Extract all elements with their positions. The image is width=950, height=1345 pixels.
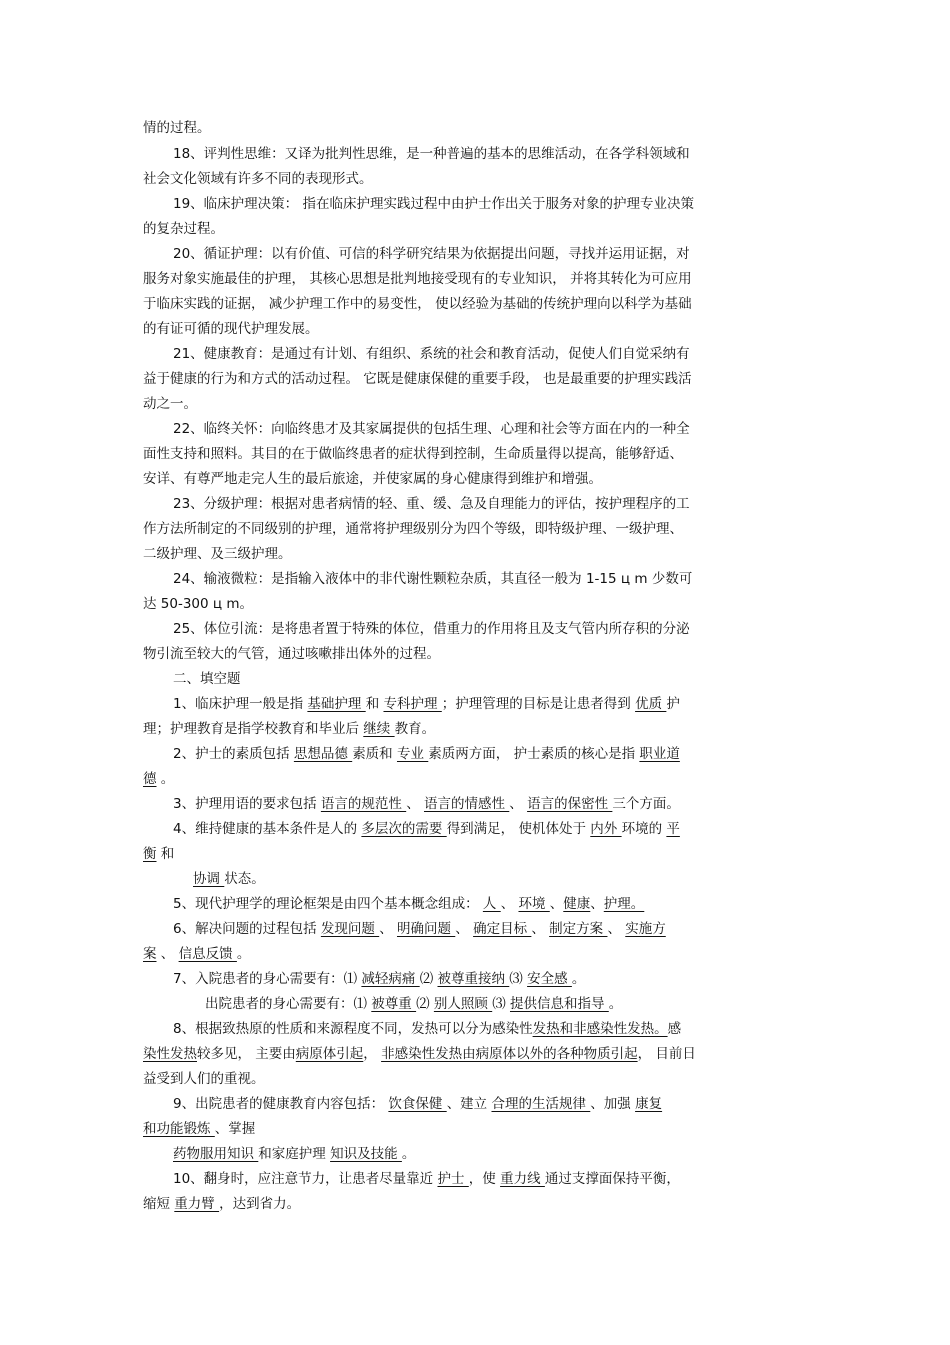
answer-blank: 语言的保密性 [527,796,613,812]
answer-blank: 重力线 [500,1171,545,1187]
answer-blank: 德 [143,771,157,787]
answer-blank: 协调 [193,871,225,887]
answer-blank: 职业道 [639,746,680,762]
question-8: 8、根据致热原的性质和来源程度不同，发热可以分为感染性发热和非感染性发热。感 [173,1021,682,1037]
answer-blank: 优质 [635,696,667,712]
question-4: 4、维持健康的基本条件是人的 多层次的需要 得到满足， 使机体处于 内外 环境的 平 [173,821,680,837]
answer-blank: 被尊重接纳 [437,971,510,987]
text-line: 的有证可循的现代护理发展。 [143,321,319,337]
text-line: 协调 状态。 [193,871,265,887]
section-heading-fill-in: 二、填空题 [173,671,241,687]
answer-blank: 实施方 [625,921,666,937]
answer-blank: 知识及技能 [330,1146,402,1162]
definition-20: 20、循证护理：以有价值、可信的科学研究结果为依据提出问题，寻找并运用证据，对 [173,246,690,262]
answer-blank: 环境 [518,896,550,912]
answer-blank: 信息反馈 [178,946,237,962]
answer-blank: 染性发热 [143,1046,197,1062]
answer-blank: 多层次的需要 [361,821,447,837]
question-10: 10、翻身时，应注意节力，让患者尽量靠近 护士 ，使 重力线 通过支撑面保持平衡， [173,1171,680,1187]
text-line: 达 50-300 ц m。 [143,596,254,612]
text-line: 的复杂过程。 [143,221,224,237]
text-line: 面性支持和照料。其目的在于做临终患者的症状得到控制，生命质量得以提高，能够舒适、 [143,446,683,462]
answer-blank: 被尊重 [371,996,417,1012]
answer-blank: 思想品德 [293,746,353,762]
text-line: 作方法所制定的不同级别的护理，通常将护理级别分为四个等级，即特级护理、一级护理、 [143,521,683,537]
answer-blank: 护理。 [603,896,645,912]
answer-blank: 护士 [437,1171,469,1187]
answer-blank: 和功能锻炼 [143,1121,215,1137]
answer-blank: 基础护理 [307,696,366,712]
answer-blank: 平 [666,821,680,837]
text-line: 情的过程。 [143,120,211,136]
definition-22: 22、临终关怀：向临终患才及其家属提供的包括生理、心理和社会等方面在内的一种全 [173,421,690,437]
text-line: 服务对象实施最佳的护理， 其核心思想是批判地接受现有的专业知识， 并将其转化为可应用 [143,271,692,287]
text-line: 物引流至较大的气管，通过咳嗽排出体外的过程。 [143,646,440,662]
answer-blank: 衡 [143,846,157,862]
text-line: 衡 和 [143,846,175,862]
answer-blank: 语言的情感性 [423,796,510,812]
answer-blank: 发现问题 [320,921,380,937]
answer-blank: 明确问题 [396,921,456,937]
text-line: 案 、 信息反馈 。 [143,946,251,962]
answer-blank: 别人照顾 [433,996,493,1012]
answer-blank: 人 [482,896,501,912]
answer-blank: 继续 [363,721,395,737]
text-line: 益于健康的行为和方式的活动过程。 它既是健康保健的重要手段， 也是最重要的护理实践活 [143,371,692,387]
definition-23: 23、分级护理：根据对患者病情的轻、重、缓、急及自理能力的评估，按护理程序的工 [173,496,690,512]
answer-blank: 合理的生活规律 [491,1096,591,1112]
text-line: 二级护理、及三级护理。 [143,546,292,562]
definition-25: 25、体位引流：是将患者置于特殊的体位，借重力的作用将且及支气管内所存积的分泌 [173,621,690,637]
text-line: 药物服用知识 和家庭护理 知识及技能 。 [173,1146,416,1162]
question-2: 2、护士的素质包括 思想品德 素质和 专业 素质两方面， 护士素质的核心是指 职业道 [173,746,680,762]
answer-blank: 饮食保健 [388,1096,447,1112]
answer-blank: 语言的规范性 [320,796,407,812]
text-line: 益受到人们的重视。 [143,1071,265,1087]
answer-blank: 重力臂 [174,1196,220,1212]
question-6: 6、解决问题的过程包括 发现问题 、 明确问题 、 确定目标 、 制定方案 、 实施方 [173,921,666,937]
text-line: 动之一。 [143,396,197,412]
answer-blank: 专科护理 [383,696,442,712]
text-line: 染性发热较多见， 主要由病原体引起， 非感染性发热由病原体以外的各种物质引起， 目前日 [143,1046,696,1062]
answer-blank: 安全感 [527,971,572,987]
text-line: 缩短 重力臂 ，达到省力。 [143,1196,301,1212]
answer-blank: 案 [143,946,157,962]
answer-blank: 提供信息和指导 [509,996,609,1012]
definition-18: 18、评判性思维：又译为批判性思维，是一种普遍的基本的思维活动，在各学科领域和 [173,146,690,162]
answer-blank: 药物服用知识 [173,1146,259,1162]
answer-blank: 内外 [590,821,622,837]
answer-blank: 病原体引起 [295,1046,364,1062]
answer-blank: 减轻病痛 [361,971,420,987]
question-3: 3、护理用语的要求包括 语言的规范性 、 语言的情感性 、 语言的保密性 三个方面。 [173,796,680,812]
answer-blank: 非感染性发热由病原体以外的各种物质引起 [381,1046,638,1062]
text-line: 社会文化领域有许多不同的表现形式。 [143,171,373,187]
question-7: 7、入院患者的身心需要有：⑴ 减轻病痛 ⑵ 被尊重接纳 ⑶ 安全感 。 [173,971,586,987]
text-line: 德 。 [143,771,175,787]
answer-blank: 制定方案 [549,921,608,937]
text-line: 理；护理教育是指学校教育和毕业后 继续 教育。 [143,721,436,737]
answer-blank: 康复 [635,1096,663,1112]
text-line: 出院患者的身心需要有：⑴ 被尊重 ⑵ 别人照顾 ⑶ 提供信息和指导 。 [205,996,623,1012]
answer-blank: 确定目标 [473,921,532,937]
text-line: 于临床实践的证据， 减少护理工作中的易变性， 使以经验为基础的传统护理向以科学为基础 [143,296,692,312]
question-5: 5、现代护理学的理论框架是由四个基本概念组成： 人 、 环境 、健康、护理。 [173,896,645,912]
question-9: 9、出院患者的健康教育内容包括： 饮食保健 、建立 合理的生活规律 、加强 康复 [173,1096,663,1112]
answer-blank: 发热和非感染性发热。 [532,1021,668,1037]
question-1: 1、临床护理一般是指 基础护理 和 专科护理 ；护理管理的目标是让患者得到 优质 护 [173,696,680,712]
answer-blank: 专业 [396,746,429,762]
text-line: 安详、有尊严地走完人生的最后旅途，并使家属的身心健康得到维护和增强。 [143,471,602,487]
definition-19: 19、临床护理决策： 指在临床护理实践过程中由护士作出关于服务对象的护理专业决策 [173,196,694,212]
definition-21: 21、健康教育：是通过有计划、有组织、系统的社会和教育活动，促使人们自觉采纳有 [173,346,690,362]
answer-blank: 健康 [563,896,591,912]
text-line: 和功能锻炼 、掌握 [143,1121,256,1137]
definition-24: 24、输液微粒：是指输入液体中的非代谢性颗粒杂质，其直径一般为 1-15 ц m 少数可 [173,571,693,587]
